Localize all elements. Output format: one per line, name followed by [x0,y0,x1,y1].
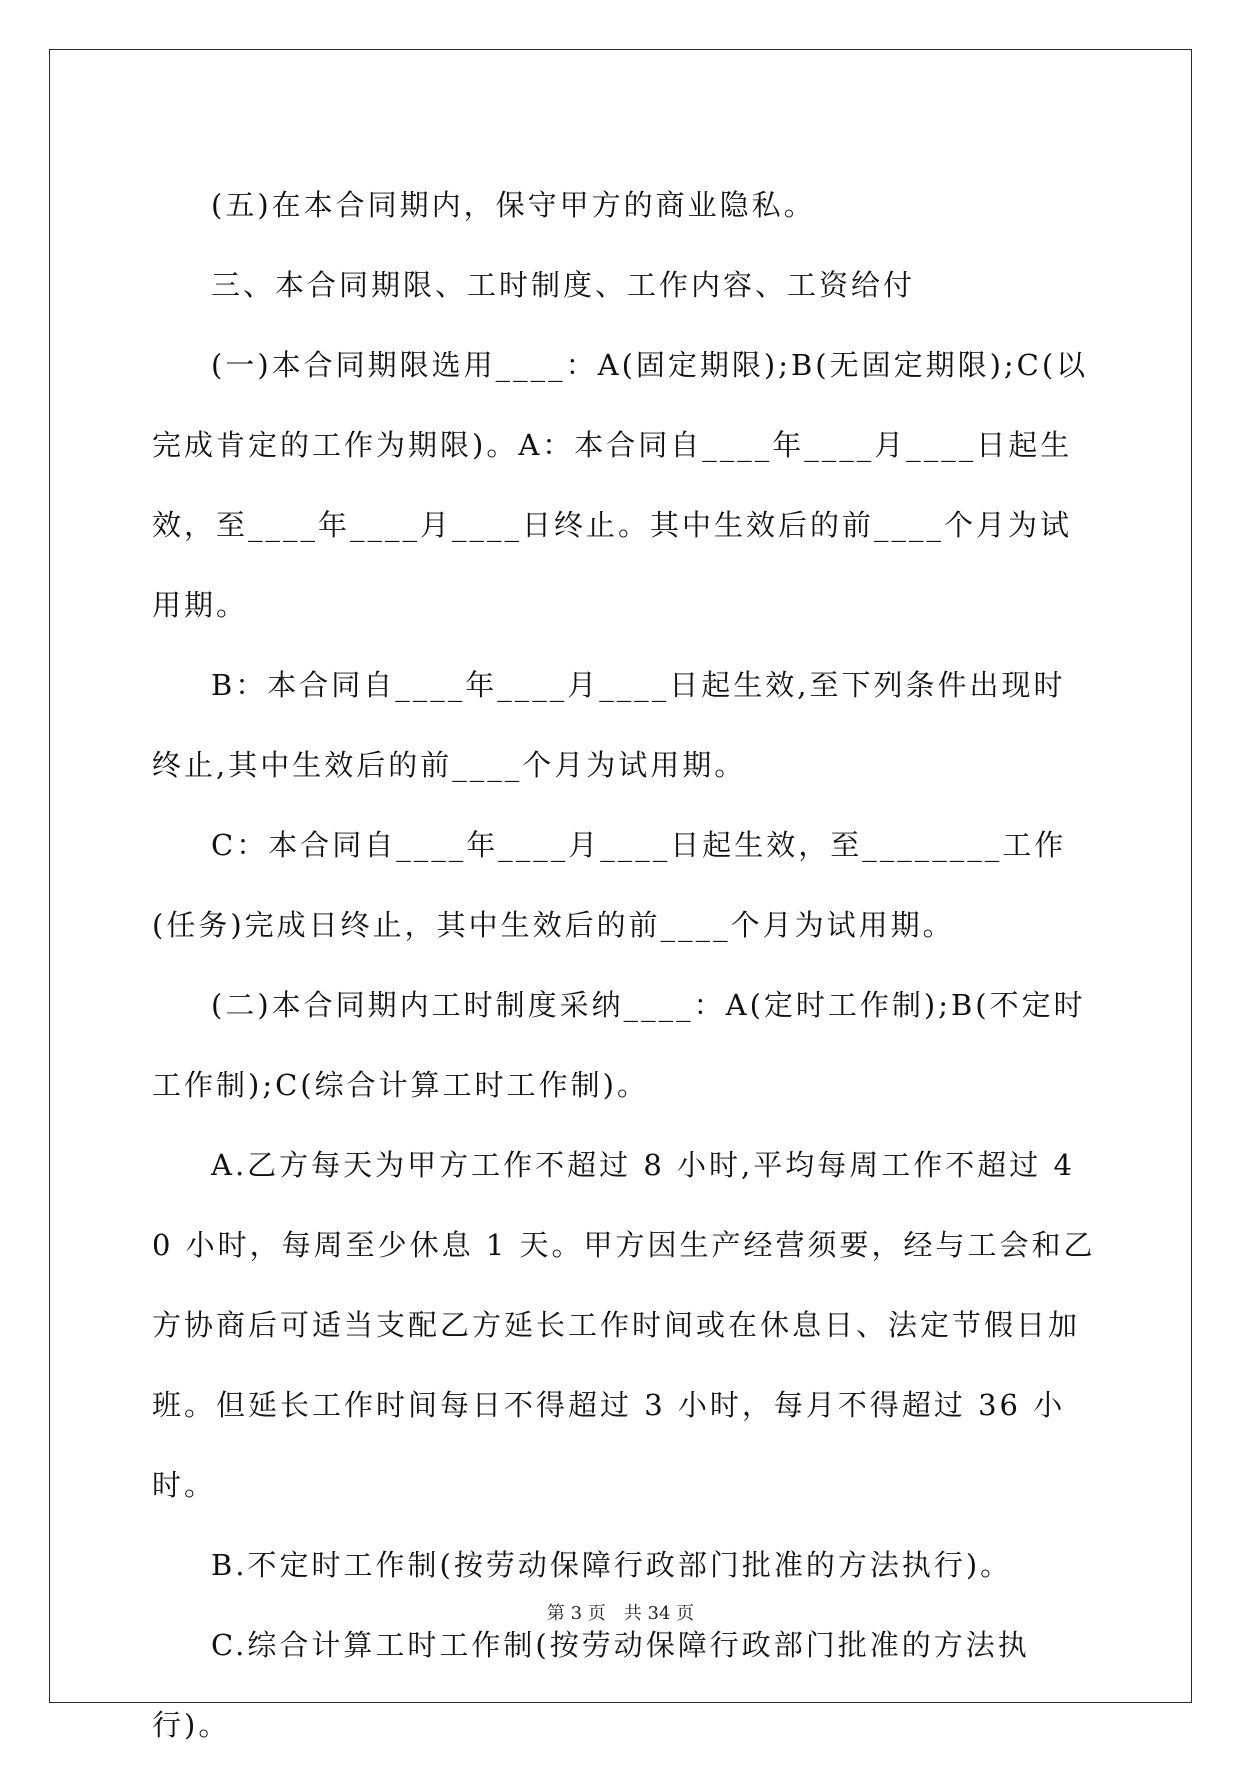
paragraph-term-b: B：本合同自____年____月____日起生效,至下列条件出现时终止,其中生效后的前____个月为试用期。 [152,668,1066,782]
paragraph-hours-a: A.乙方每天为甲方工作不超过 8 小时,平均每周工作不超过 40 小时，每周至少休息 1 天。甲方因生产经营须要，经与工会和乙方协商后可适当支配乙方延长工作时间或在休息日、法定节假日加班。但延长工作时间每日不得超过 3 小时，每月不得超过 36 小时。 [152,1148,1096,1502]
document-body [152,165,1096,1765]
paragraph-hours-c: C.综合计算工时工作制(按劳动保障行政部门批准的方法执行)。 [152,1628,1030,1742]
paragraph-confidentiality: (五)在本合同期内，保守甲方的商业隐私。 [211,188,816,222]
paragraph-hours-b: B.不定时工作制(按劳动保障行政部门批准的方法执行)。 [211,1548,1013,1582]
section-heading-term: 三、本合同期限、工时制度、工作内容、工资给付 [211,268,916,302]
page-footer [0,1601,1241,1627]
paragraph-term-selection: (一)本合同期限选用____：A(固定期限);B(无固定期限);C(以完成肯定的工作为期限)。A：本合同自____年____月____日起生效，至____年____月____日终止。其中生效后的前____个月为试用期。 [152,348,1089,622]
paragraph-term-c: C：本合同自____年____月____日起生效，至________工作(任务)完成日终止，其中生效后的前____个月为试用期。 [152,828,1067,942]
paragraph-working-hours: (二)本合同期内工时制度采纳____：A(定时工作制);B(不定时工作制);C(综合计算工时工作制)。 [152,988,1086,1102]
page-number-label: 第 3 页 共 34 页 [546,1603,695,1624]
